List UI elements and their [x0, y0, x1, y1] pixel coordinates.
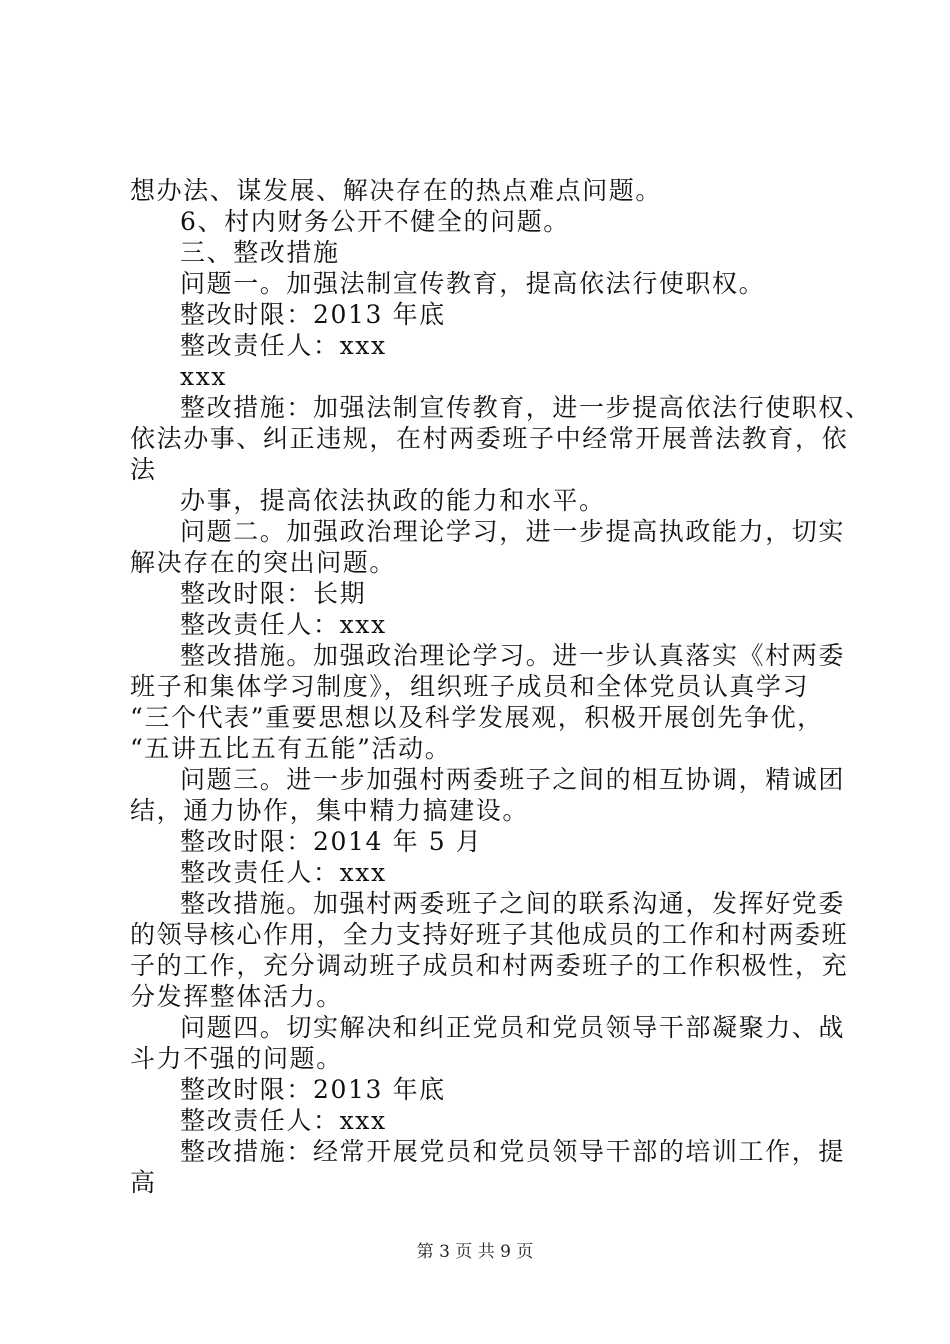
problem-heading: 问题一。加强法制宣传教育，提高依法行使职权。: [180, 269, 766, 298]
text-line: 的领导核心作用，全力支持好班子其他成员的工作和村两委班: [130, 920, 849, 949]
deadline-line: 整改时限：2013 年底: [180, 300, 446, 329]
responsible-line: 整改责任人：xxx: [180, 858, 387, 887]
measures-line: 整改措施。加强政治理论学习。进一步认真落实《村两委: [180, 641, 846, 670]
text-line: 子的工作，充分调动班子成员和村两委班子的工作积极性，充: [130, 951, 849, 980]
responsible-line: 整改责任人：xxx: [180, 610, 387, 639]
text-line: 依法办事、纠正违规，在村两委班子中经常开展普法教育，依: [130, 424, 849, 453]
text-line: 结，通力协作，集中精力搞建设。: [130, 796, 530, 825]
measures-line: 整改措施：经常开展党员和党员领导干部的培训工作，提: [180, 1137, 846, 1166]
responsible-line: 整改责任人：xxx: [180, 1106, 387, 1135]
problem-heading: 问题二。加强政治理论学习，进一步提高执政能力，切实: [180, 517, 846, 546]
text-line: 班子和集体学习制度》，组织班子成员和全体党员认真学习: [130, 672, 810, 701]
deadline-line: 整改时限：2013 年底: [180, 1075, 446, 1104]
text-line: “三个代表”重要思想以及科学发展观，积极开展创先争优，: [130, 703, 824, 732]
text-line: 解决存在的突出问题。: [130, 548, 397, 577]
text-line: 斗力不强的问题。: [130, 1044, 343, 1073]
text-line: 分发挥整体活力。: [130, 982, 343, 1011]
text-line: 6、村内财务公开不健全的问题。: [180, 207, 570, 236]
text-line: “五讲五比五有五能”活动。: [130, 734, 452, 763]
measures-line: 整改措施。加强村两委班子之间的联系沟通，发挥好党委: [180, 889, 846, 918]
measures-line: 整改措施：加强法制宣传教育，进一步提高依法行使职权、: [180, 393, 872, 422]
deadline-line: 整改时限：2014 年 5 月: [180, 827, 483, 856]
text-line: 法: [130, 455, 157, 484]
text-line: 办事，提高依法执政的能力和水平。: [180, 486, 606, 515]
responsible-line: 整改责任人：xxx: [180, 331, 387, 360]
text-line: 想办法、谋发展、解决存在的热点难点问题。: [130, 176, 663, 205]
problem-heading: 问题三。进一步加强村两委班子之间的相互协调，精诚团: [180, 765, 846, 794]
page-number-footer: 第 3 页 共 9 页: [416, 1242, 534, 1262]
text-line: 高: [130, 1168, 157, 1197]
deadline-line: 整改时限：长期: [180, 579, 367, 608]
section-heading: 三、整改措施: [180, 238, 340, 267]
problem-heading: 问题四。切实解决和纠正党员和党员领导干部凝聚力、战: [180, 1013, 846, 1042]
text-line: xxx: [180, 362, 228, 391]
